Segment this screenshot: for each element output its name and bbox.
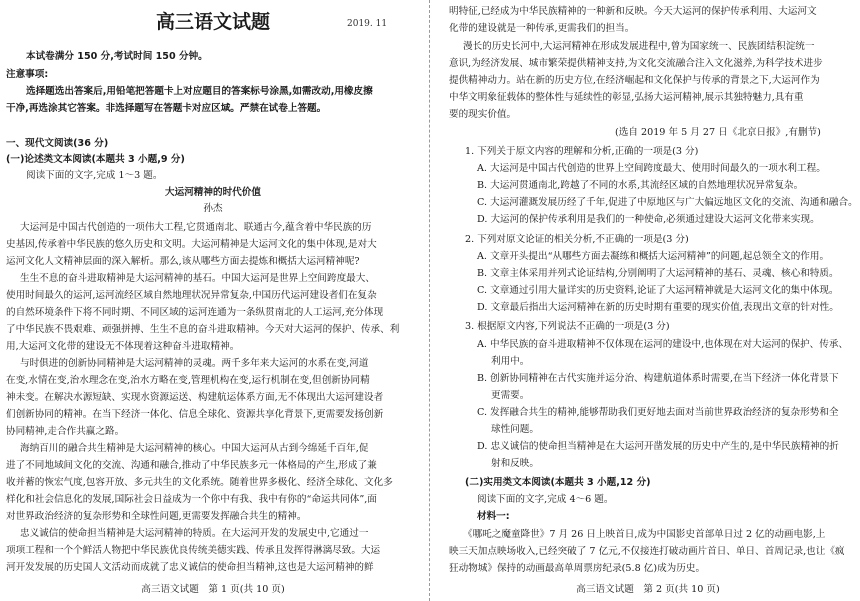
article-author: 孙杰 <box>203 203 223 214</box>
article-line: 中华文明象征载体的整体性与延续性的彰显,弘扬大运河精神,展示其独特魅力,具有重 <box>449 92 804 103</box>
exam-title: 高三语文试题 <box>155 11 270 33</box>
material-line: 狂动物城》保持的动画最高单周票房纪录(5.8 亿)成为历史。 <box>449 563 706 574</box>
reading-instruction: 阅读下面的文字,完成 4～6 题。 <box>477 494 614 505</box>
article-line: 意识,为经济发展、城市繁荣提供精神支持,为文化交流融合注入文化滋养,为科学技术进步 <box>449 58 823 69</box>
article-line: 对世界政治经济的复杂形势和全球性问题,更需要发挥融合共生的精神。 <box>6 511 307 522</box>
article-line: 收并蓄的恢宏气度,包容开放、多元共生的文化系统。随着世界多极化、经济全球化、文化多 <box>6 477 393 488</box>
material-line: 《哪吒之魔童降世》7 月 26 日上映首日,成为中国影史首部单日过 2 亿的动画电影,上 <box>463 529 826 540</box>
article-line: 明特征,已经成为中华民族精神的一种新和反映。今天大运河的保护传承利用、大运河文 <box>449 6 817 17</box>
question-1-option: D. 大运河的保护传承利用是我们的一种使命,必须通过建设大运河文化带来实现。 <box>477 214 820 225</box>
article-line: 生生不息的奋斗进取精神是大运河精神的基石。中国大运河是世界上空间跨度最大、 <box>20 273 375 284</box>
score-line: 本试卷满分 150 分,考试时间 150 分钟。 <box>26 51 208 62</box>
article-line: 化带的建设就是一种传承,更需我们的担当。 <box>449 23 635 34</box>
article-line: 运河文化人文精神层面的深入解析。那么,该从哪些方面去提炼和概括大运河精神呢? <box>6 256 360 267</box>
article-line: 大运河是中国古代创造的一项伟大工程,它贯通南北、联通古今,蕴含着中华民族的历 <box>20 222 372 233</box>
question-3-option: A. 中华民族的奋斗进取精神不仅体现在运河的建设中,也体现在对大运河的保护、传承、 <box>477 339 849 350</box>
article-line: 们创新协同的精神。在当下经济一体化、信息全球化、资源共享化背景下,更需要发扬创新 <box>6 409 384 420</box>
question-1-option: B. 大运河贯通南北,跨越了不同的水系,其流经区域的自然地理状况异常复杂。 <box>477 180 804 191</box>
column-divider <box>429 0 430 601</box>
question-2-option: C. 文章通过引用大量详实的历史资料,论证了大运河精神就是大运河文化的集中体现。 <box>477 285 839 296</box>
article-title: 大运河精神的时代价值 <box>165 187 261 198</box>
subsection-heading: (二)实用类文本阅读(本题共 3 小题,12 分) <box>465 477 651 488</box>
article-line: 样化和社会信息化的发展,国际社会日益成为一个你中有我、我中有你的“命运共同体”,面 <box>6 494 377 505</box>
reading-instruction: 阅读下面的文字,完成 1～3 题。 <box>26 170 163 181</box>
question-1-stem: 1. 下列关于原文内容的理解和分析,正确的一项是(3 分) <box>465 146 699 157</box>
article-line: 漫长的历史长河中,大运河精神在形成发展进程中,曾为国家统一、民族团结积淀统一 <box>463 41 815 52</box>
article-line: 忠义诚信的使命担当精神是大运河精神的特质。在大运河开发的发展史中,它通过一 <box>20 528 369 539</box>
notice-line: 选择题选出答案后,用铅笔把答题卡上对应题目的答案标号涂黑,如需改动,用橡皮擦 <box>26 86 373 97</box>
article-line: 协同精神,走合作共赢之路。 <box>6 426 125 437</box>
question-1-option: C. 大运河灌溉发展历经了千年,促进了中原地区与广大偏远地区文化的交流、沟通和融合。 <box>477 197 858 208</box>
exam-date: 2019. 11 <box>347 19 388 29</box>
article-line: 进了不同地域间文化的交流、沟通和融合,推动了中华民族多元一体格局的产生,形成了兼 <box>6 460 377 471</box>
question-3-option: C. 发挥融合共生的精神,能够帮助我们更好地去面对当前世界政治经济的复杂形势和全 <box>477 407 839 418</box>
article-line: 使用时间最久的运河,运河流经区域自然地理状况异常复杂,中国历代运河建设者们在复杂 <box>6 290 377 301</box>
question-3-option: D. 忠义诚信的使命担当精神是在大运河开凿发展的历史中产生的,是中华民族精神的折 <box>477 441 839 452</box>
article-line: 史基因,传承着中华民族的悠久历史和文明。大运河精神是大运河文化的集中体现,是对大 <box>6 239 377 250</box>
question-2-option: B. 文章主体采用并列式论证结构,分别阐明了大运河精神的基石、灵魂、核心和特质。 <box>477 268 839 279</box>
article-line: 的自然环境条件下将不同时期、不同区域的运河连通为一条纵贯南北的人工运河,充分体现 <box>6 307 384 318</box>
article-line: 了中华民族不畏艰难、顽强拼搏、生生不息的奋斗进取精神。今天对大运河的保护、传承、利 <box>6 324 400 335</box>
article-line: 在变,水情在变,治水理念在变,治水方略在变,管理机构在变,运行机制在变,但创新协同精 <box>6 375 370 386</box>
notice-line: 干净,再选涂其它答案。非选择题写在答题卡对应区域。严禁在试卷上答题。 <box>6 103 327 114</box>
question-2-option: A. 文章开头提出“从哪些方面去凝练和概括大运河精神”的问题,起总领全文的作用。 <box>477 251 830 262</box>
article-line: 提供精神动力。站在新的历史方位,在经济崛起和文化保护与传承的背景之下,大运河作为 <box>449 75 820 86</box>
page-footer: 高三语文试题 第 1 页(共 10 页) <box>141 584 285 595</box>
notice-heading: 注意事项: <box>6 69 49 80</box>
question-1-option: A. 大运河是中国古代创造的世界上空间跨度最大、使用时间最久的一项水利工程。 <box>477 163 826 174</box>
question-3-option: 利用中。 <box>491 356 530 367</box>
question-3-stem: 3. 根据原文内容,下列说法不正确的一项是(3 分) <box>465 321 670 332</box>
article-line: 要的现实价值。 <box>449 109 517 120</box>
article-line: 海纳百川的融合共生精神是大运河精神的核心。中国大运河从古到今绵延千百年,促 <box>20 443 369 454</box>
question-3-option: 射和反映。 <box>491 458 539 469</box>
article-line: 与时俱进的创新协同精神是大运河精神的灵魂。两千多年来大运河的水系在变,河道 <box>20 358 369 369</box>
article-line: 项项工程和一个个鲜活人物把中华民族优良传统美德实践、传承且发挥得淋漓尽致。大运 <box>6 545 381 556</box>
subsection-heading: (一)论述类文本阅读(本题共 3 小题,9 分) <box>6 154 185 165</box>
question-2-option: D. 文章最后指出大运河精神在新的历史时期有重要的现实价值,表现出文章的针对性。 <box>477 302 839 313</box>
article-source: (选自 2019 年 5 月 27 日《北京日报》,有删节) <box>615 127 821 138</box>
question-3-option: 更需要。 <box>491 390 530 401</box>
material-line: 映三天加点映场收入,已经突破了 7 亿元,不仅接连打破动画片首日、单日、首周记录,也让《疯 <box>449 546 845 557</box>
right-page-column <box>437 0 860 601</box>
question-3-option: B. 创新协同精神在古代实施并运分治、构建航道体系时需要,在当下经济一体化背景下 <box>477 373 839 384</box>
article-line: 用,大运河文化带的建设无不体现着这种奋斗进取精神。 <box>6 341 240 352</box>
page-footer: 高三语文试题 第 2 页(共 10 页) <box>576 584 720 595</box>
left-page-column <box>0 0 423 601</box>
article-line: 河开发发展的历史国人文活动而成就了忠义诚信的使命担当精神,这也是大运河精神的鲜 <box>6 562 374 573</box>
article-line: 神未变。在解决水源短缺、实现水资源运送、构建航运体系方面,无不体现出大运河建设者 <box>6 392 384 403</box>
material-heading: 材料一: <box>477 511 510 522</box>
question-3-option: 球性问题。 <box>491 424 539 435</box>
section-heading: 一、现代文阅读(36 分) <box>6 138 109 149</box>
question-2-stem: 2. 下列对原文论证的相关分析,不正确的一项是(3 分) <box>465 234 689 245</box>
